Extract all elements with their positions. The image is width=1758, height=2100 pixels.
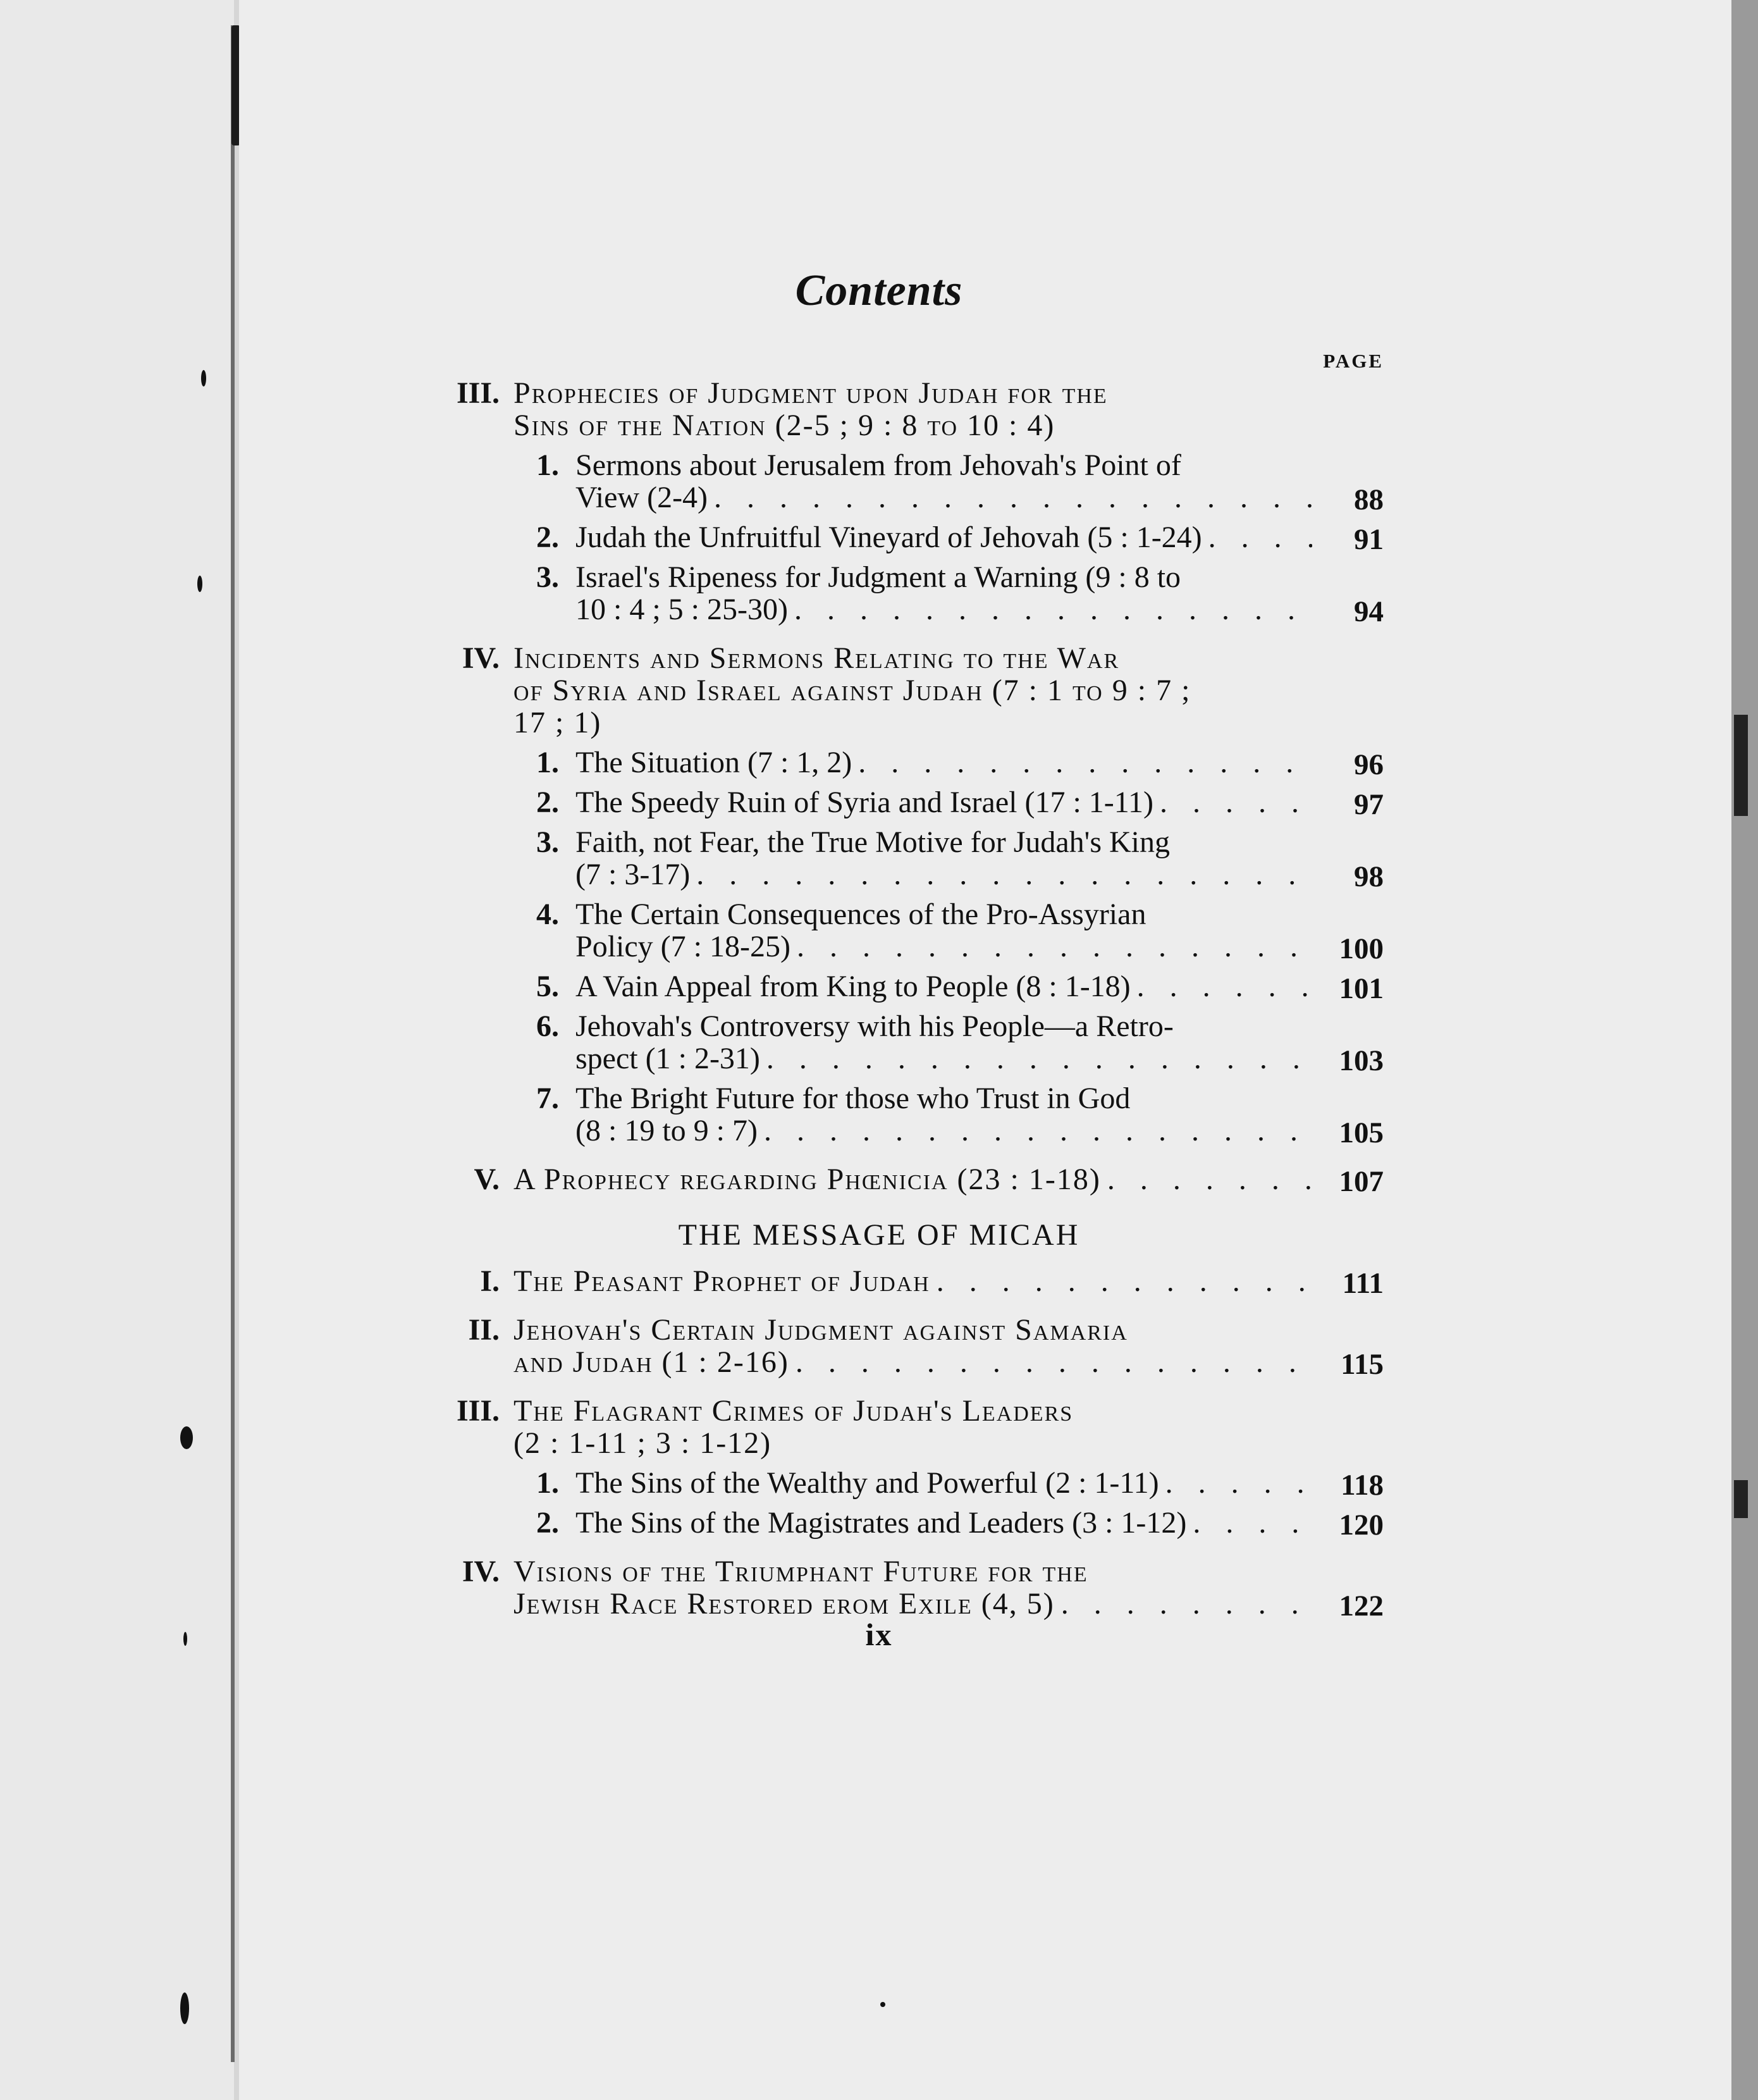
entry-text xyxy=(575,746,1312,779)
entry-line: Faith, not Fear, the True Motive for Judah's King xyxy=(575,825,1171,859)
section-numeral: II. xyxy=(468,1313,500,1347)
section-numeral: III. xyxy=(456,376,500,410)
dot-leader xyxy=(758,1115,1312,1147)
dot-leader xyxy=(760,1042,1312,1075)
page-number-ref: 100 xyxy=(1339,932,1384,965)
entry-line: The Sins of the Wealthy and Powerful (2 : 1-11) xyxy=(575,1466,1159,1500)
dot-leader xyxy=(789,1346,1312,1378)
entry-line: View (2-4) xyxy=(575,481,708,514)
entry-text xyxy=(575,898,1312,963)
entry-text xyxy=(575,561,1312,626)
entry-line: The Certain Consequences of the Pro-Assyrian xyxy=(575,898,1146,931)
page-number-ref: 94 xyxy=(1354,595,1384,628)
page-number-ref: 120 xyxy=(1339,1509,1384,1541)
entry-line: 17 ; 1) xyxy=(513,706,602,739)
dot-leader xyxy=(930,1265,1312,1297)
entry-line: The Speedy Ruin of Syria and Israel (17 : 1-11) xyxy=(575,786,1153,819)
entry-text xyxy=(575,1082,1312,1147)
entry-text xyxy=(575,521,1312,553)
entry-line: The Situation (7 : 1, 2) xyxy=(575,746,852,779)
entry-line: (2 : 1-11 ; 3 : 1-12) xyxy=(513,1426,772,1460)
entry-line: The Bright Future for those who Trust in God xyxy=(575,1082,1131,1115)
entry-line: A Vain Appeal from King to People (8 : 1-18) xyxy=(575,970,1131,1003)
page-number-ref: 101 xyxy=(1339,972,1384,1005)
entry-text xyxy=(575,1010,1312,1075)
section-numeral: IV. xyxy=(462,1555,500,1588)
page-number-ref: 88 xyxy=(1354,483,1384,516)
entry-line: Sermons about Jerusalem from Jehovah's Point of xyxy=(575,448,1181,482)
page-number: ix xyxy=(865,1617,893,1652)
page-title: Contents xyxy=(795,266,963,315)
dot-leader xyxy=(1101,1163,1312,1195)
dot-leader xyxy=(708,481,1312,514)
subsection-number: 2. xyxy=(536,786,559,819)
dot-leader xyxy=(1186,1507,1312,1539)
page-number-ref: 98 xyxy=(1354,860,1384,893)
page-column-label: PAGE xyxy=(1323,350,1384,372)
page-number-ref: 115 xyxy=(1341,1348,1384,1381)
dot-leader xyxy=(1153,786,1312,818)
subsection-number: 3. xyxy=(536,560,559,594)
page-number-ref: 105 xyxy=(1339,1116,1384,1149)
entry-text xyxy=(513,377,1312,442)
dot-leader xyxy=(790,930,1312,963)
page-number-ref: 97 xyxy=(1354,788,1384,821)
page-number-ref: 103 xyxy=(1339,1044,1384,1077)
subsection-number: 3. xyxy=(536,825,559,859)
subsection-number: 2. xyxy=(536,1506,559,1540)
subsection-number: 5. xyxy=(536,970,559,1003)
dot-leader xyxy=(690,858,1312,891)
page-number-ref: 96 xyxy=(1354,748,1384,781)
entry-text xyxy=(513,1314,1312,1378)
page-number-ref: 118 xyxy=(1341,1469,1384,1502)
entry-text xyxy=(513,1163,1312,1195)
subsection-number: 2. xyxy=(536,521,559,554)
subsection-number: 1. xyxy=(536,746,559,779)
entry-line: Visions of the Triumphant Future for the xyxy=(513,1555,1088,1588)
section-numeral: IV. xyxy=(462,641,500,675)
entry-line: 10 : 4 ; 5 : 25-30) xyxy=(575,593,788,626)
page-number-ref: 107 xyxy=(1339,1165,1384,1198)
subsection-number: 7. xyxy=(536,1082,559,1115)
entry-line: A Prophecy regarding Phœnicia (23 : 1-18) xyxy=(513,1163,1101,1196)
entry-text xyxy=(575,449,1312,514)
page-number-ref: 111 xyxy=(1342,1267,1384,1300)
entry-line: Incidents and Sermons Relating to the War xyxy=(513,641,1120,675)
entry-line: The Sins of the Magistrates and Leaders (3 : 1-12) xyxy=(575,1506,1187,1540)
entry-line: Jehovah's Certain Judgment against Samaria xyxy=(513,1313,1128,1347)
entry-text xyxy=(513,1555,1312,1620)
subsection-number: 6. xyxy=(536,1010,559,1043)
entry-line: of Syria and Israel against Judah (7 : 1 to 9 : 7 ; xyxy=(513,674,1191,707)
entry-line: spect (1 : 2-31) xyxy=(575,1042,760,1075)
section-heading: THE MESSAGE OF MICAH xyxy=(678,1218,1080,1252)
entry-line: Jehovah's Controversy with his People—a Retro- xyxy=(575,1010,1174,1043)
entry-line: The Flagrant Crimes of Judah's Leaders xyxy=(513,1394,1074,1428)
entry-line: Policy (7 : 18-25) xyxy=(575,930,790,963)
subsection-number: 4. xyxy=(536,898,559,931)
entry-text xyxy=(513,642,1312,739)
section-numeral: I. xyxy=(480,1264,500,1298)
entry-line: The Peasant Prophet of Judah xyxy=(513,1264,930,1298)
dot-leader xyxy=(1202,521,1312,553)
entry-line: Jewish Race Restored erom Exile (4, 5) xyxy=(513,1587,1055,1621)
entry-text xyxy=(575,1467,1312,1499)
entry-line: (8 : 19 to 9 : 7) xyxy=(575,1114,758,1147)
dot-leader xyxy=(852,746,1312,779)
dot-leader xyxy=(788,593,1312,626)
section-numeral: V. xyxy=(474,1163,500,1196)
entry-text xyxy=(575,786,1312,818)
entry-text xyxy=(575,970,1312,1003)
entry-text xyxy=(513,1395,1312,1459)
entry-line: (7 : 3-17) xyxy=(575,858,691,891)
entry-line: Sins of the Nation (2-5 ; 9 : 8 to 10 : 4) xyxy=(513,409,1055,442)
entry-text xyxy=(513,1265,1312,1297)
subsection-number: 1. xyxy=(536,448,559,482)
dot-leader xyxy=(1159,1467,1312,1499)
page-number-ref: 122 xyxy=(1339,1590,1384,1622)
entry-text xyxy=(575,826,1312,891)
dot-leader xyxy=(1131,970,1312,1003)
subsection-number: 1. xyxy=(536,1466,559,1500)
entry-line: Judah the Unfruitful Vineyard of Jehovah (5 : 1-24) xyxy=(575,521,1202,554)
entry-line: Israel's Ripeness for Judgment a Warning (9 : 8 to xyxy=(575,560,1181,594)
dot-leader xyxy=(1055,1588,1312,1620)
page-number-ref: 91 xyxy=(1354,523,1384,556)
entry-line: and Judah (1 : 2-16) xyxy=(513,1345,789,1379)
entry-line: Prophecies of Judgment upon Judah for the xyxy=(513,376,1108,410)
entry-text xyxy=(575,1507,1312,1539)
section-numeral: III. xyxy=(456,1394,500,1428)
